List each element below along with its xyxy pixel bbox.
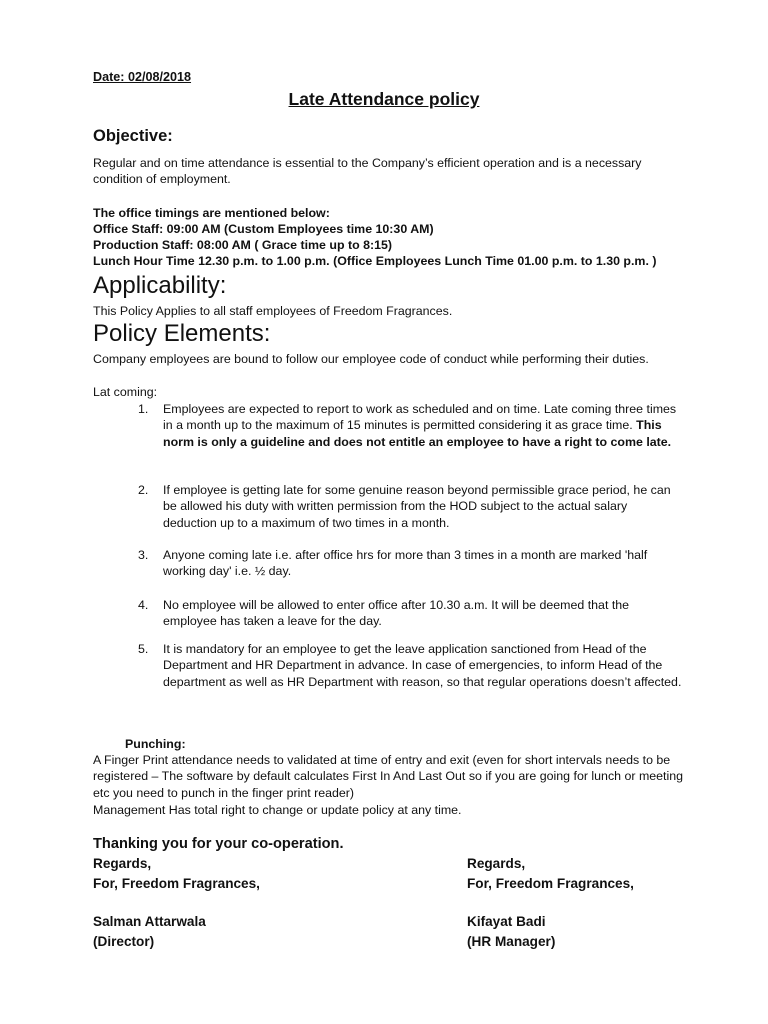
- left-signatory-name: Salman Attarwala: [93, 914, 206, 929]
- management-note: Management Has total right to change or update policy at any time.: [93, 803, 462, 817]
- list-item-text: No employee will be allowed to enter office after 10.30 a.m. It will be deemed that the employee has taken a leave for the day.: [163, 598, 630, 629]
- list-item: [0, 482, 768, 534]
- policy-intro: Company employees are bound to follow our employee code of conduct while performing their duties.: [93, 352, 649, 366]
- list-item: [0, 641, 768, 711]
- list-item: [0, 547, 768, 583]
- timings-production: Production Staff: 08:00 AM ( Grace time up to 8:15): [93, 238, 393, 252]
- timings-heading: The office timings are mentioned below:: [93, 206, 330, 220]
- list-item: [0, 597, 768, 633]
- list-item-number: 1.: [138, 402, 149, 416]
- list-item-text: If employee is getting late for some genuine reason beyond permissible grace period, he can be allowed his duty with written permission from the HOD subject to the actual salary deduction up to a maximum of two times in a month.: [163, 483, 671, 530]
- applicability-text: This Policy Applies to all staff employees of Freedom Fragrances.: [93, 304, 453, 318]
- list-item-number: 5.: [138, 642, 149, 656]
- timings-lunch: Lunch Hour Time 12.30 p.m. to 1.00 p.m. (Office Employees Lunch Time 01.00 p.m. to 1.30 p.m. ): [93, 254, 657, 268]
- timings-office: Office Staff: 09:00 AM (Custom Employees time 10:30 AM): [93, 222, 434, 236]
- punching-heading: Punching:: [125, 737, 186, 751]
- objective-heading: Objective:: [93, 127, 173, 145]
- list-item-text: Anyone coming late i.e. after office hrs for more than 3 times in a month are marked 'half working day' i.e. ½ day.: [163, 548, 648, 579]
- objective-text: Regular and on time attendance is essential to the Company’s efficient operation and is a necessary condition of employment.: [93, 156, 642, 187]
- punching-text: A Finger Print attendance needs to validated at time of entry and exit (even for short intervals needs to be registered – The software by default calculates First In And Last Out so if you are going for lunch or meeting etc you need to punch in the finger print reader): [93, 753, 684, 800]
- list-item: [0, 401, 768, 471]
- list-item-number: 2.: [138, 483, 149, 497]
- applicability-heading: Applicability:: [93, 272, 227, 299]
- right-company: For, Freedom Fragrances,: [467, 876, 634, 891]
- list-item-number: 3.: [138, 548, 149, 562]
- right-signatory-name: Kifayat Badi: [467, 914, 546, 929]
- list-item-emphasis: This norm is only a guideline and does not entitle an employee to have a right to come late.: [163, 418, 672, 449]
- document-title: Late Attendance policy: [288, 89, 480, 109]
- policy-heading: Policy Elements:: [93, 320, 271, 347]
- list-item-text: It is mandatory for an employee to get the leave application sanctioned from Head of the Department and HR Department in advance. In case of emergencies, to inform Head of the department as well as HR Department with reason, so that regular operations doesn’t affected.: [163, 642, 682, 689]
- list-item-number: 4.: [138, 598, 149, 612]
- document-date: Date: 02/08/2018: [93, 70, 192, 84]
- left-signatory-role: (Director): [93, 934, 155, 949]
- right-signatory-role: (HR Manager): [467, 934, 556, 949]
- lat-coming-label: Lat coming:: [93, 385, 158, 399]
- thanks-line: Thanking you for your co-operation.: [93, 836, 344, 852]
- left-company: For, Freedom Fragrances,: [93, 876, 260, 891]
- list-item-text: Employees are expected to report to work as scheduled and on time. Late coming three times in a month up to the maximum of 15 minutes is permitted considering it as grace time.: [163, 402, 677, 433]
- left-regards: Regards,: [93, 856, 152, 871]
- right-regards: Regards,: [467, 856, 526, 871]
